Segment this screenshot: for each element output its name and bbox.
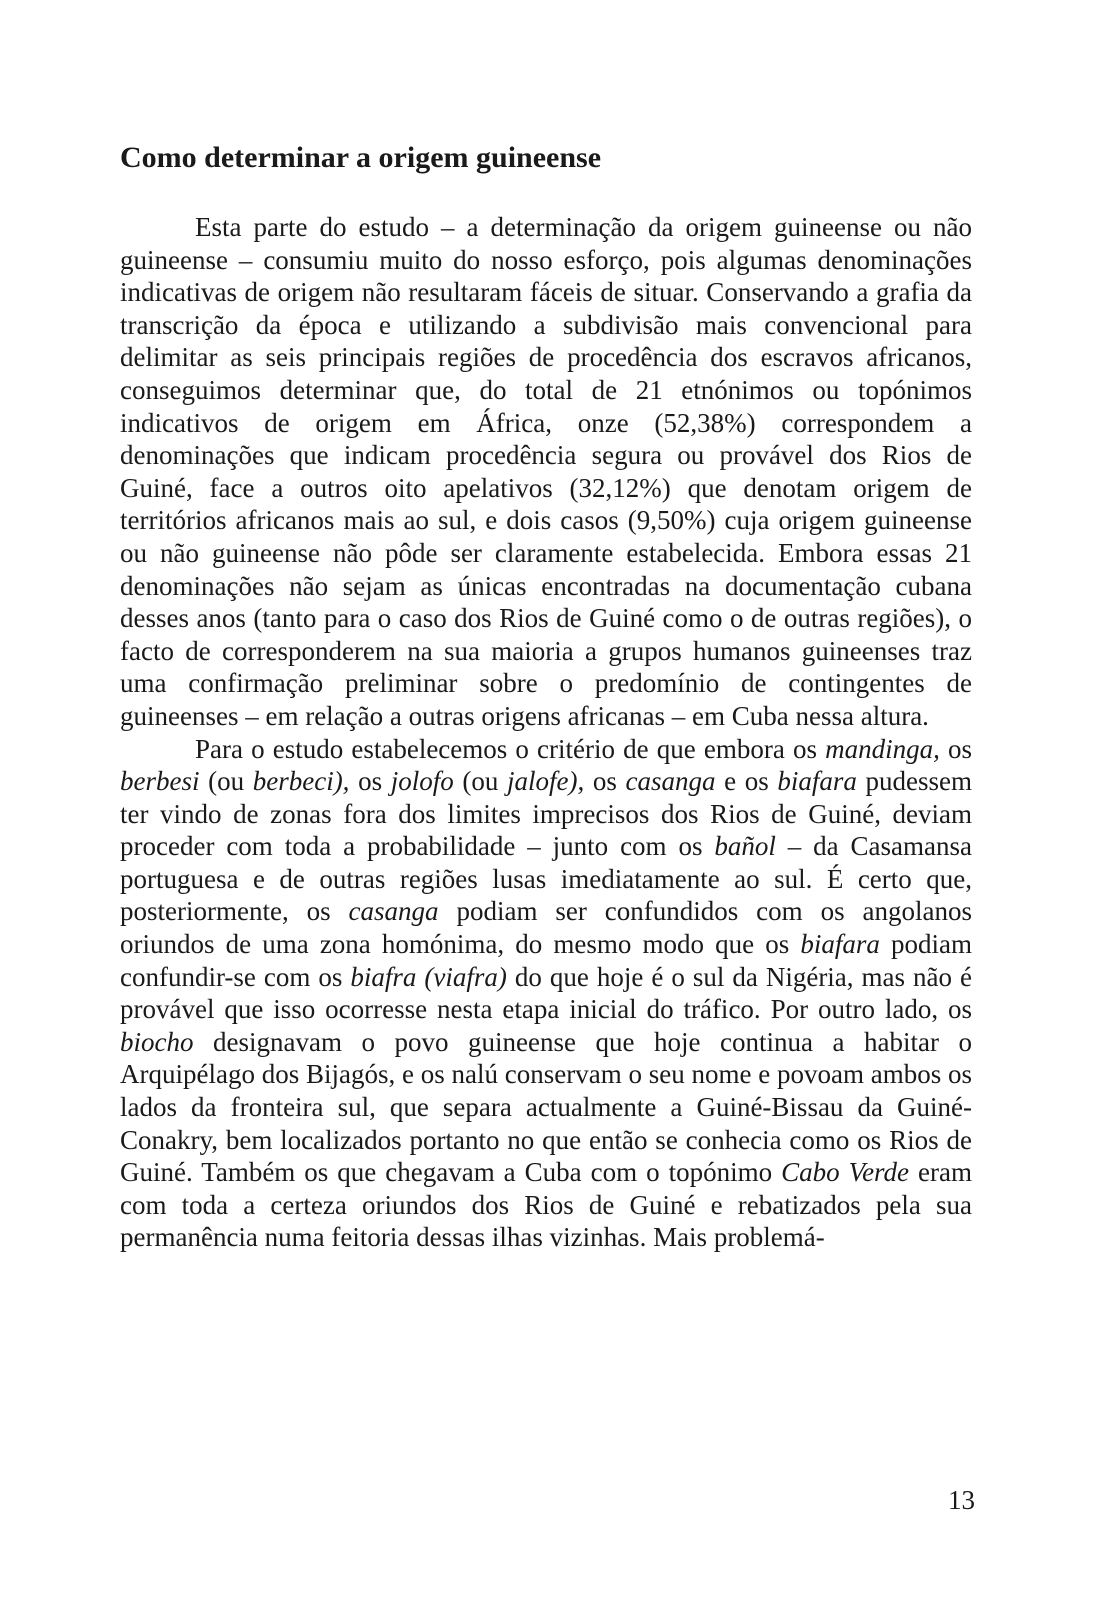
text-run: os: [584, 766, 626, 797]
italic-term: biafara: [800, 929, 880, 960]
italic-term: mandinga,: [825, 733, 940, 764]
italic-term: biafara: [777, 766, 857, 797]
text-run: Para o estudo estabelecemos o critério de que embora os: [195, 733, 826, 764]
body-text: [120, 211, 972, 1254]
italic-term: Cabo Verde: [781, 1157, 910, 1188]
italic-term: biocho: [120, 1026, 194, 1057]
text-run: os: [349, 766, 391, 797]
text-run: e os: [715, 766, 778, 797]
text-run: (ou: [453, 766, 507, 797]
text-run: podiam ser confundidos com os angolanos oriundos de uma zona homónima, do mesmo modo que os: [120, 896, 972, 960]
italic-term: bañol: [714, 831, 776, 862]
text-run: eram com toda a certeza oriundos dos Rios de Guiné e rebatizados pela sua permanência numa feitoria dessas ilhas vizinhas. Mais problemá-: [120, 1157, 972, 1253]
text-run: designavam o povo guineense que hoje continua a habitar o Arquipélago dos Bijagós, e os nalú conservam o seu nome e povoam ambos os lados da fronteira sul, que separa actualmente a Guiné-Bissau da Guiné-Conakry, bem localizados portanto no que então se conhecia como os Rios de Guiné. Também os que chegavam a Cuba com o topónimo: [120, 1026, 972, 1188]
text-run: os: [939, 733, 972, 764]
italic-term: jolofo: [390, 766, 454, 797]
text-run: (ou: [199, 766, 253, 797]
paragraph-2: [120, 733, 972, 1255]
italic-term: berbeci),: [252, 766, 350, 797]
italic-term: berbesi: [120, 766, 200, 797]
paragraph-1: [120, 211, 972, 733]
text-run: Esta parte do estudo – a determinação da origem guineense ou não guineense – consumiu muito do nosso esforço, pois algumas denominações indicativas de origem não resultaram fáceis de situar. Conservando a grafia da transcrição da época e utilizando a subdivisão mais convencional para delimitar as seis principais regiões de procedência dos escravos africanos, conseguimos determinar que, do total de 21 etnónimos ou topónimos indicativos de origem em África, onze (52,38%) correspondem a denominações que indicam procedência segura ou provável dos Rios de Guiné, face a outros oito apelativos (32,12%) que denotam origem de territórios africanos mais ao sul, e dois casos (9,50%) cuja origem guineense ou não guineense não pôde ser claramente estabelecida. Embora essas 21 denominações não sejam as únicas encontradas na documentação cubana desses anos (tanto para o caso dos Rios de Guiné como o de outras regiões), o facto de corresponderem na sua maioria a grupos humanos guineenses traz uma confirmação preliminar sobre o predomínio de contingentes de guineenses – em relação a outras origens africanas – em Cuba nessa altura.: [120, 212, 972, 731]
text-run: do que hoje é o sul da Nigéria, mas não é provável que isso ocorresse nesta etapa inicial do tráfico. Por outro lado, os: [120, 961, 973, 1025]
italic-term: biafra (viafra): [350, 961, 507, 992]
italic-term: casanga: [348, 896, 439, 927]
text-run: pudessem ter vindo de zonas fora dos limites imprecisos dos Rios de Guiné, deviam proceder com toda a probabilidade – junto com os: [120, 766, 972, 862]
page-number: 13: [948, 1485, 975, 1515]
italic-term: casanga: [625, 766, 716, 797]
text-run: – da Casamansa portuguesa e de outras regiões lusas imediatamente ao sul. É certo que, posteriormente, os: [120, 831, 972, 927]
text-run: podiam confundir-se com os: [120, 929, 972, 992]
section-heading: Como determinar a origem guineense: [120, 141, 602, 174]
italic-term: jalofe),: [506, 766, 585, 797]
